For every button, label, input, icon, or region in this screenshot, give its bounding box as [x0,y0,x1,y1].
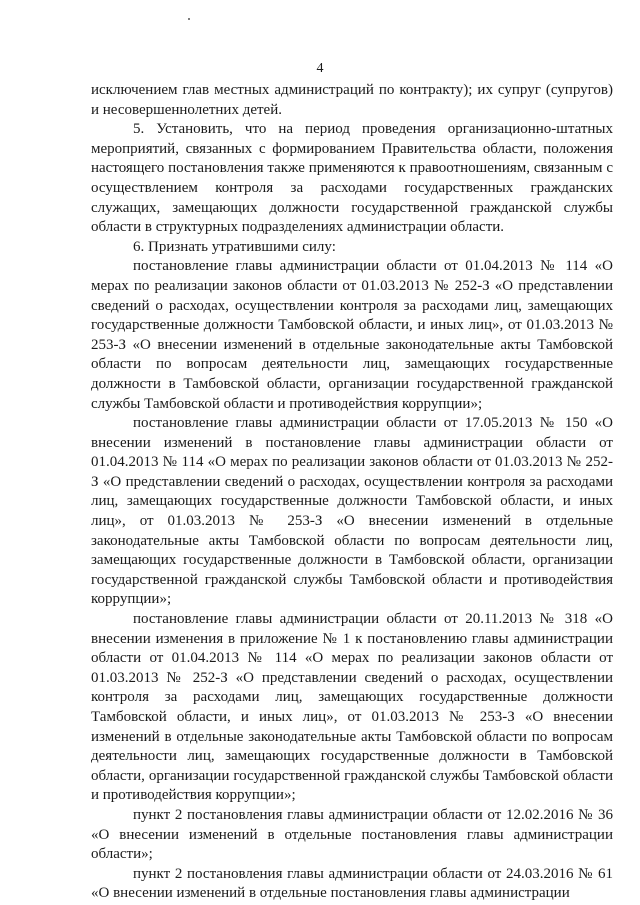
paragraph-continuation: исключением глав местных администраций по контракту); их супруг (супругов) и несовершеннолетних детей. [91,82,613,118]
paragraph-item-6: 6. Признать утратившими силу: [133,238,336,255]
repealed-act-1: постановление главы администрации области от 01.04.2013 № 114 «О мерах по реализации законов области от 01.03.2013 № 252-З «О представлении сведений о расходах, осуществлении контроля за расходами лиц, замещающих государственные должности Тамбовской области, и иных лиц», от 01.03.2013 № 253-З «О внесении изменений в отдельные законодательные акты Тамбовской области по вопросам деятельности лиц, замещающих государственные должности в Тамбовской области, организации государственной гражданской службы Тамбовской области и противодействия коррупции»; [91,258,613,412]
page-number: 4 [316,61,324,76]
paragraph-item-5: 5. Установить, что на период проведения организационно-штатных мероприятий, связанных с формированием Правительства области, положения настоящего постановления также применяются к правоотношениям, связанным с осуществлением контроля за расходами государственных гражданских служащих, замещающих должности государственной гражданской службы области в структурных подразделениях администрации области. [91,121,613,236]
document-body [91,81,613,904]
repealed-act-4: пункт 2 постановления главы администрации области от 12.02.2016 № 36 «О внесении изменений в отдельные постановления главы администрации области»; [91,806,613,863]
repealed-act-5: пункт 2 постановления главы администрации области от 24.03.2016 № 61 «О внесении изменений в отдельные постановления главы администрации [91,865,613,902]
scan-speck [188,18,190,20]
repealed-act-2: постановление главы администрации области от 17.05.2013 № 150 «О внесении изменений в постановление главы администрации области от 01.04.2013 № 114 «О мерах по реализации законов области от 01.03.2013 № 252-З «О представлении сведений о расходах, осуществлении контроля за расходами лиц, замещающих государственные должности Тамбовской области, и иных лиц», от 01.03.2013 № 253-З «О внесении изменений в отдельные законодательные акты Тамбовской области по вопросам деятельности лиц, замещающих государственные должности в Тамбовской области, организации государственной гражданской службы Тамбовской области и противодействия коррупции»; [91,415,613,608]
repealed-act-3: постановление главы администрации области от 20.11.2013 № 318 «О внесении изменения в приложение № 1 к постановлению главы администрации области от 01.04.2013 № 114 «О мерах по реализации законов области от 01.03.2013 № 252-З «О представлении сведений о расходах, осуществлении контроля за расходами лиц, замещающих государственные должности Тамбовской области, и иных лиц», от 01.03.2013 № 253-З «О внесении изменений в отдельные законодательные акты Тамбовской области по вопросам деятельности лиц, замещающих государственные должности в Тамбовской области, организации государственной гражданской службы Тамбовской области и противодействия коррупции»; [91,611,613,804]
